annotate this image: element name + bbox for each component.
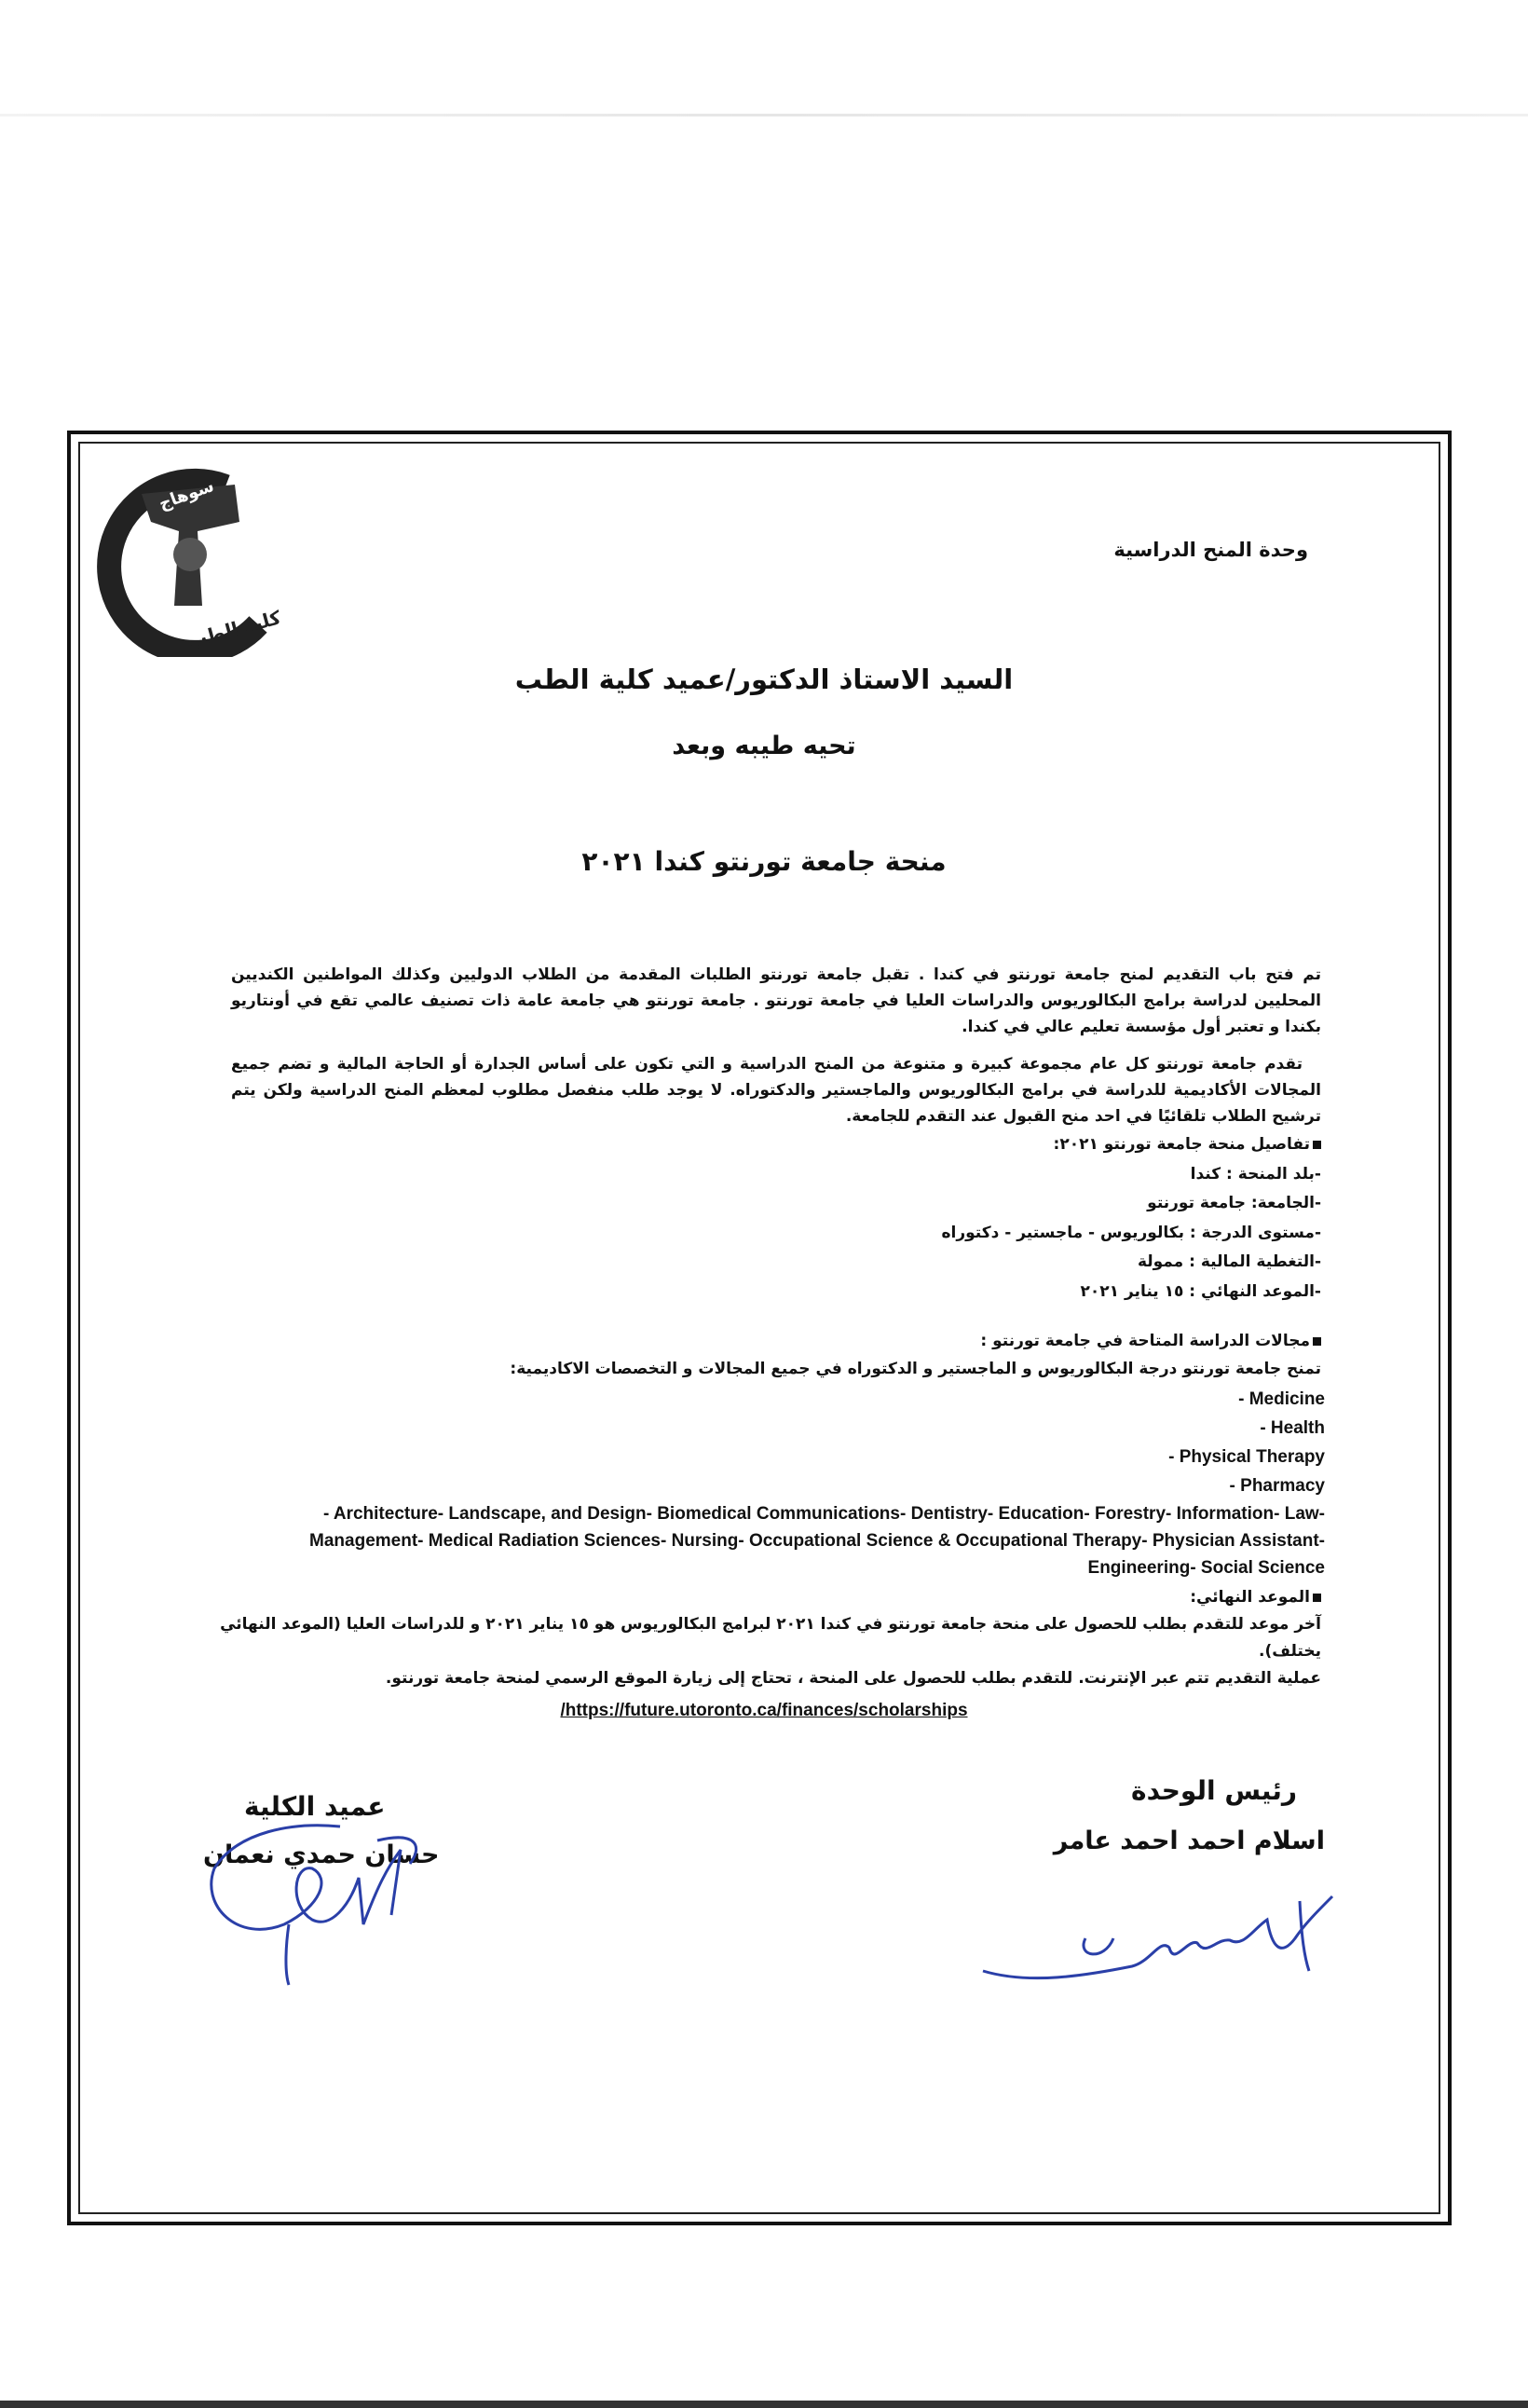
letter-title: منحة جامعة تورنتو كندا ٢٠٢١ — [581, 846, 947, 877]
fields-long-list: - Architecture- Landscape, and Design- Biomedical Communications- Dentistry- Education- Forestry- Information- Law- Management- Medical Radiation Sciences- Nursing- Occupational Science & Occupational Therapy- Physician Assistant- Engineering- Social Science — [309, 1504, 1325, 1578]
bullet-icon — [1313, 1337, 1321, 1346]
addressee: السيد الاستاذ الدكتور/عميد كلية الطب — [514, 664, 1014, 695]
fields-intro: تمنح جامعة تورنتو درجة البكالوريوس و الماجستير و الدكتوراه في جميع المجالات و التخصصات الاكاديمية: — [510, 1360, 1321, 1378]
unit-name: وحدة المنح الدراسية — [1113, 539, 1308, 561]
dean-title: عميد الكلية — [244, 1791, 386, 1822]
scholarship-url[interactable]: /https://future.utoronto.ca/finances/scholarships — [560, 1701, 968, 1720]
field-item: - Pharmacy — [1229, 1476, 1325, 1496]
detail-item: -بلد المنحة : كندا — [1190, 1164, 1321, 1183]
bullet-icon — [1313, 1594, 1321, 1602]
paragraph-scholarships: تقدم جامعة تورنتو كل عام مجموعة كبيرة و متنوعة من المنح الدراسية و التي تكون على أساس الجدارة أو الحاجة المالية و تضم جميع المجالات الأكاديمية للدراسة في برامج البكالوريوس والماجستير والدكتوراه. لا يوجد طلب منفصل مطلوب لمعظم المنح الدراسية ولكن يتم ترشيح الطلاب تلقائيًا في احد منح القبول عند التقدم للجامعة. — [231, 1055, 1321, 1126]
application-text: عملية التقديم تتم عبر الإنترنت. للتقدم بطلب للحصول على المنحة ، تحتاج إلى زيارة الموقع الرسمي لمنحة جامعة تورنتو. — [385, 1669, 1321, 1688]
deadline-heading: الموعد النهائي: — [1190, 1588, 1310, 1607]
svg-text:كلية الطب: كلية الطب — [185, 606, 283, 652]
dean-name: حسان حمدي نعمان — [203, 1840, 440, 1869]
field-item: - Medicine — [1238, 1389, 1325, 1409]
detail-item: -الجامعة: جامعة تورنتو — [1147, 1194, 1321, 1212]
detail-item: -الموعد النهائي : ١٥ يناير ٢٠٢١ — [1080, 1281, 1321, 1301]
scan-bottom-edge — [0, 2401, 1528, 2408]
detail-item: -التغطية المالية : ممولة — [1137, 1252, 1321, 1271]
faculty-logo — [86, 466, 286, 657]
svg-text:سوهاج: سوهاج — [156, 475, 217, 514]
dean-signature — [200, 1813, 443, 1990]
paragraph-intro: تم فتح باب التقديم لمنح جامعة تورنتو في كندا . تقبل جامعة تورنتو الطلبات المقدمة من الطلاب الدوليين وكذلك المواطنين الكنديين المحليين لدراسة برامج البكالوريوس والدراسات العليا في جامعة تورنتو . جامعة تورنتو هي جامعة عامة ذات تصنيف عالمي تقع في أونتاريو بكندا و تعتبر أول مؤسسة تعليم عالي في كندا. — [231, 965, 1321, 1036]
deadline-section — [212, 1584, 1321, 1692]
unit-head-signature — [974, 1882, 1346, 1994]
detail-item: -مستوى الدرجة : بكالوريوس - ماجستير - دكتوراه — [941, 1223, 1321, 1242]
unit-head-title: رئيس الوحدة — [1131, 1775, 1297, 1806]
details-heading: تفاصيل منحة جامعة تورنتو ٢٠٢١: — [1053, 1135, 1310, 1154]
scan-artifact-line — [0, 114, 1528, 116]
bullet-icon — [1313, 1141, 1321, 1149]
fields-section — [510, 1327, 1321, 1383]
fields-list — [1168, 1385, 1325, 1500]
unit-head-name: اسلام احمد احمد عامر — [1053, 1827, 1325, 1855]
fields-heading: مجالات الدراسة المتاحة في جامعة تورنتو : — [980, 1332, 1310, 1350]
field-item: - Physical Therapy — [1168, 1447, 1325, 1467]
greeting: تحيه طيبه وبعد — [672, 732, 856, 760]
field-item: - Health — [1260, 1418, 1325, 1438]
deadline-text: آخر موعد للتقدم بطلب للحصول على منحة جامعة تورنتو في كندا ٢٠٢١ لبرامج البكالوريوس هو ١٥ يناير ٢٠٢١ و للدراسات العليا (الموعد النهائي يختلف). — [220, 1615, 1321, 1661]
details-section — [941, 1130, 1321, 1307]
